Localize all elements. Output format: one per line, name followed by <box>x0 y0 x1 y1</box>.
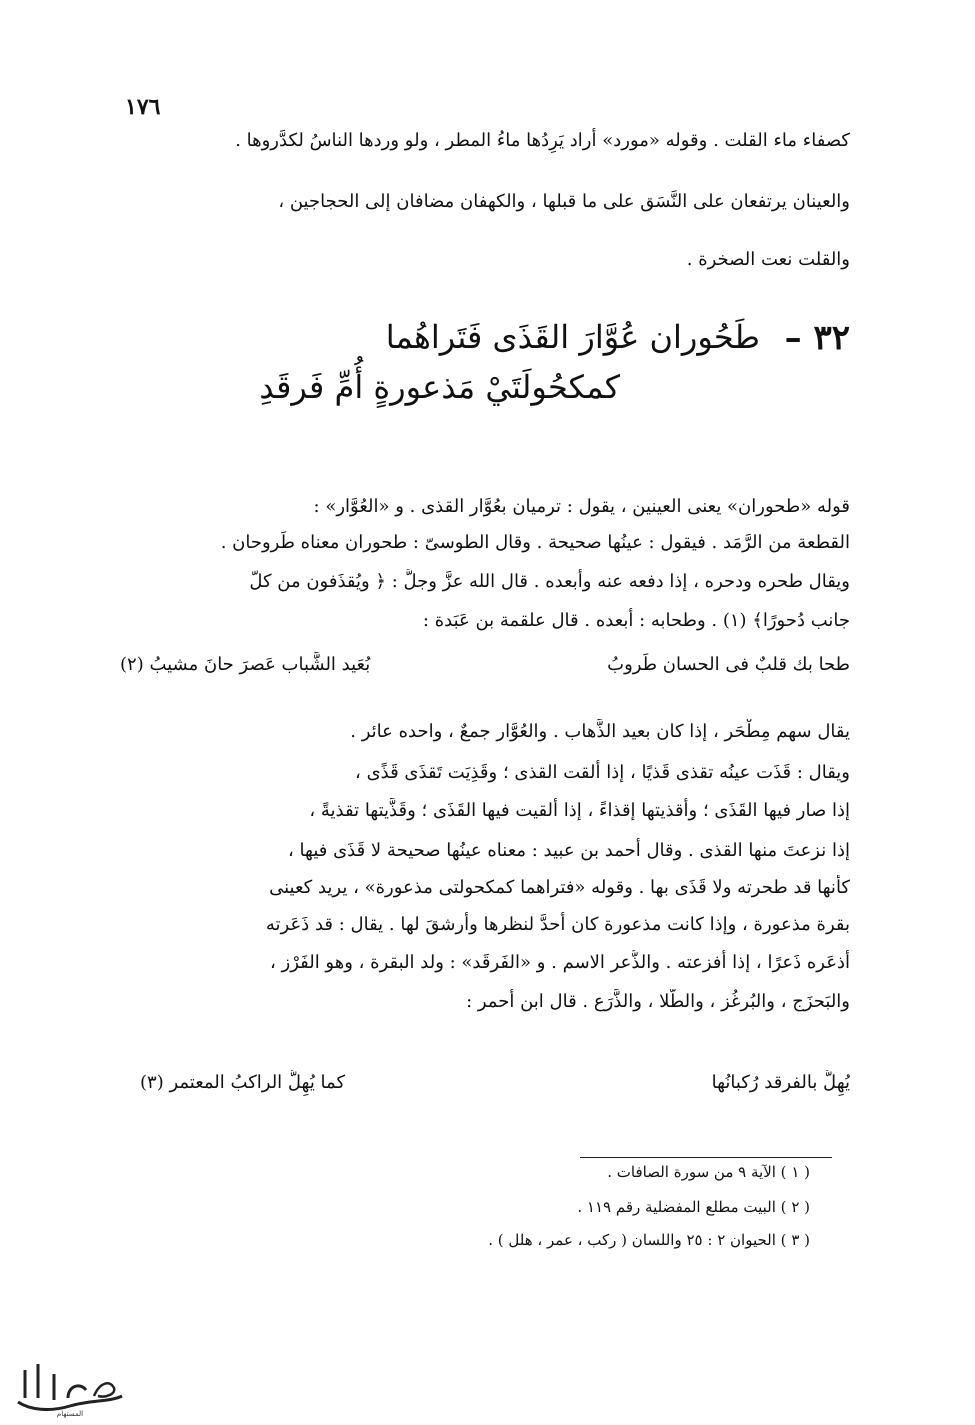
commentary-line: القطعة من الرَّمَد . فيقول : عينُها صحيحة . وقال الطوسىّ : طحوران معناه طَروحان . <box>220 532 850 553</box>
poem-hemistich-left: بُعَيد الشَّباب عَصرَ حانَ مشيبُ (٢) <box>120 654 371 675</box>
poem-hemistich-right: طحا بك قلبٌ فى الحسان طَروبُ <box>607 654 850 675</box>
commentary-line: قوله «طحوران» يعنى العينين ، يقول : ترميان بعُوَّار القذى . و «العُوَّار» : <box>313 496 850 517</box>
commentary-line: أذعَره ذَعرًا ، إذا أفزعته . والذُّعر الاسم . و «الفَرقَد» : ولد البقرة ، وهو الفَرْز ، <box>269 952 850 973</box>
poem-line <box>120 652 850 678</box>
poem-line <box>140 1070 850 1096</box>
verse-hemistich-1: طَحُوران عُوَّارَ القَذَى فَتَراهُما <box>385 318 760 356</box>
intro-line: والعينان يرتفعان على النَّسَق على ما قبلها ، والكهفان مضافان إلى الحجاجين ، <box>278 191 850 212</box>
intro-line: كصفاء ماء القلت . وقوله «مورد» أراد يَرِدُها ماءُ المطر ، ولو وردها الناسُ لكدَّروها . <box>235 130 850 151</box>
intro-line: والقلت نعت الصخرة . <box>686 249 850 270</box>
poem-hemistich-right: يُهِلُّ بالفرقد رُكبانُها <box>711 1072 850 1093</box>
commentary-line: يقال سهم مِطْحَر ، إذا كان بعيد الذَّهاب . والعُوَّار جمعٌ ، واحده عائر . <box>350 721 850 742</box>
commentary-line: والبَحزَج ، والبُرغُز ، والطَّلا ، والذَّرَع . قال ابن أحمر : <box>466 991 850 1012</box>
commentary-line: جانب دُحورًا﴾ (١) . وطحابه : أبعده . قال علقمة بن عَبَدة : <box>422 610 850 631</box>
commentary-line: ويقال طحره ودحره ، إذا دفعه عنه وأبعده . قال الله عزَّ وجلَّ : ﴿ ويُقذَفون من كلّ <box>249 571 850 592</box>
commentary-line: ويقال : قَذَت عينُه تقذى قَذيًا ، إذا ألقت القذى ؛ وقَذِيَت تَقذَى قَذًى ، <box>355 762 850 783</box>
footnote: ( ٢ ) البيت مطلع المفضلية رقم ١١٩ . <box>577 1198 810 1216</box>
footnote: ( ١ ) الآية ٩ من سورة الصافات . <box>607 1163 810 1181</box>
poem-hemistich-left: كما يُهِلُّ الراكبُ المعتمر (٣) <box>140 1072 346 1093</box>
footnote: ( ٣ ) الحيوان ٢ : ٢٥ واللسان ( ركب ، عمر ، هلل ) . <box>488 1231 810 1249</box>
commentary-line: كأنها قد طحرته ولا قَذَى بها . وقوله «فتراهما كمكحولتى مذعورة» ، يريد كعينى <box>269 877 850 898</box>
commentary-line: إذا نزعتَ منها القذى . وقال أحمد بن عبيد : معناه عينُها صحيحة لا قَذَى فيها ، <box>288 840 850 861</box>
logo-text: المستهام <box>56 1410 84 1418</box>
verse-hemistich-2: كمكحُولَتَيْ مَذعورةٍ أُمِّ فَرقَدِ <box>259 368 620 406</box>
commentary-line: بقرة مذعورة ، وإذا كانت مذعورة كان أحدَّ لنظرها وأرشقَ لها . يقال : قد ذَعَرته <box>265 914 850 935</box>
verse-number: ٣٢ – <box>784 318 850 358</box>
calligraphy-logo <box>10 1352 130 1418</box>
commentary-line: إذا صار فيها القَذَى ؛ وأقذيتها إقذاءً ، إذا ألقيت فيها القَذَى ؛ وقَذَّيتها تقذيةً ، <box>309 800 850 821</box>
footnote-divider <box>580 1157 832 1158</box>
page-number: ١٧٦ <box>125 94 161 120</box>
